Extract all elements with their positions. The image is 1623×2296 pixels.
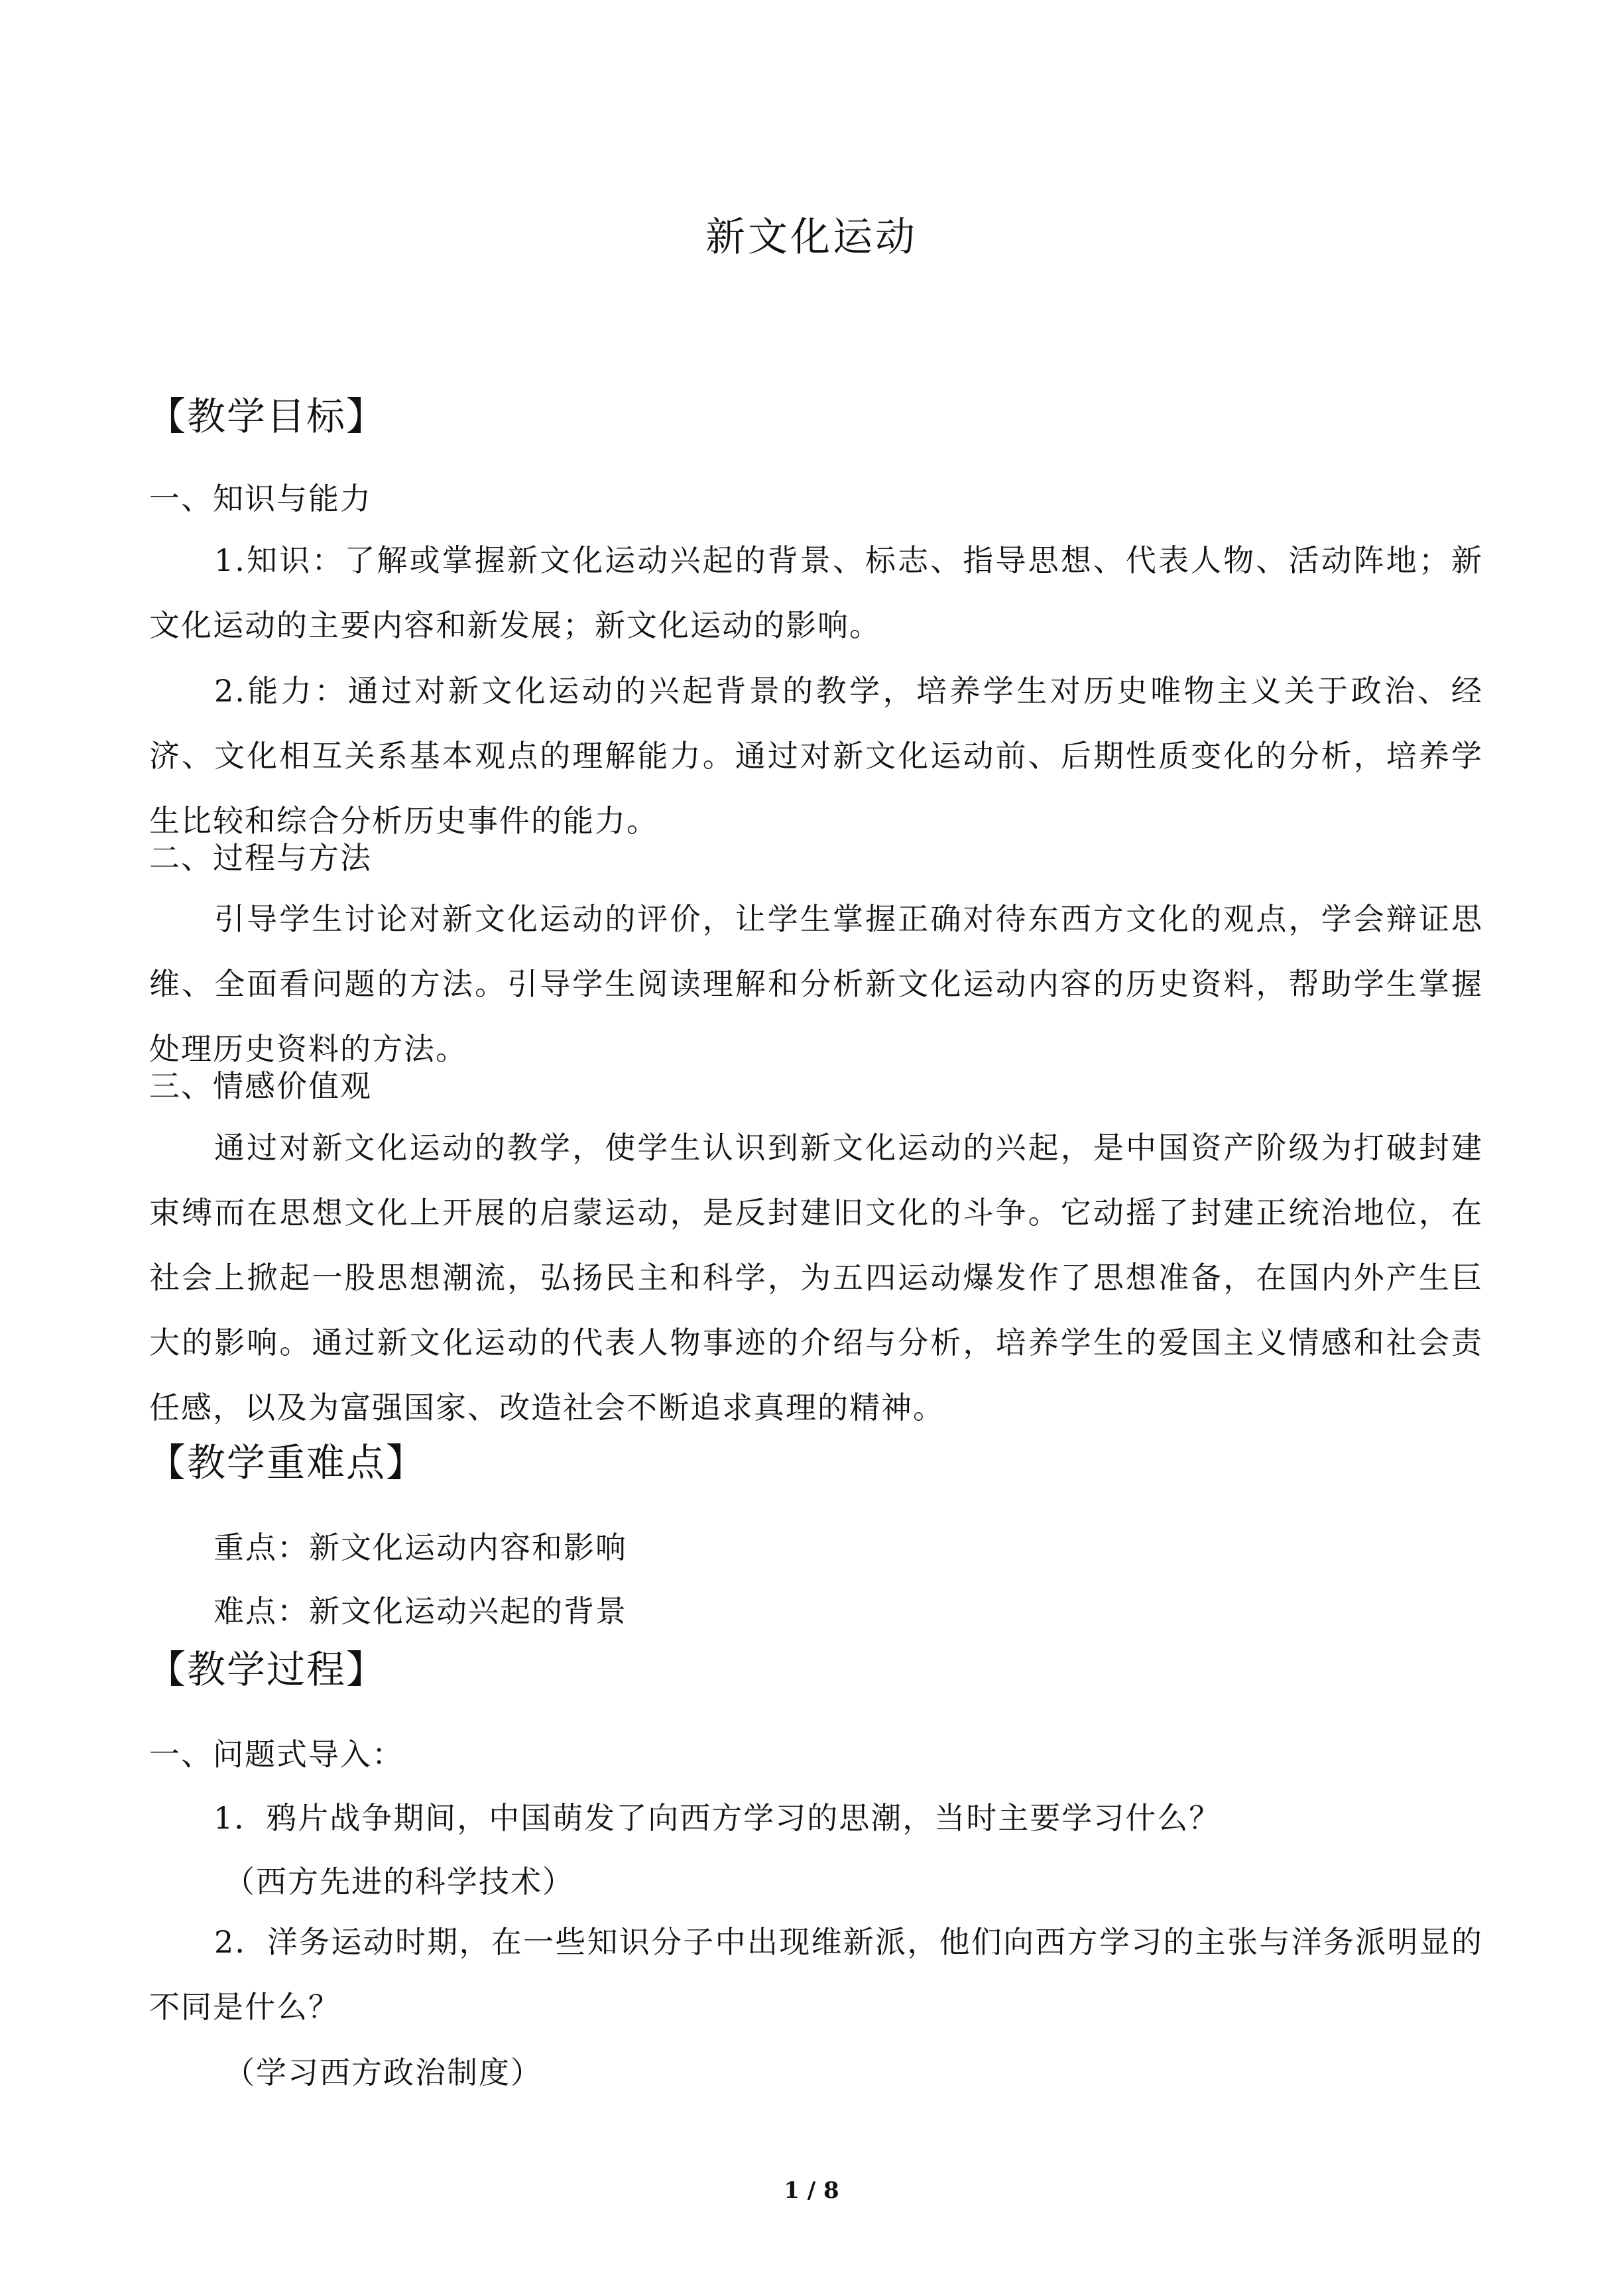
paragraph-process-method: 引导学生讨论对新文化运动的评价，让学生掌握正确对待东西方文化的观点，学会辩证思维、全面看问题的方法。引导学生阅读理解和分析新文化运动内容的历史资料，帮助学生掌握处理历史资料的方法。: [149, 901, 1483, 1067]
paragraph-ability: 2.能力：通过对新文化运动的兴起背景的教学，培养学生对历史唯物主义关于政治、经济、文化相互关系基本观点的理解能力。通过对新文化运动前、后期性质变化的分析，培养学生比较和综合分析历史事件的能力。: [149, 673, 1483, 839]
key-point-difficulty: 难点：新文化运动兴起的背景: [213, 1593, 627, 1629]
answer-2: （学习西方政治制度）: [224, 2055, 542, 2090]
document-title: 新文化运动: [705, 214, 918, 261]
section-heading-process: 【教学过程】: [147, 1647, 387, 1692]
section-heading-objectives: 【教学目标】: [147, 394, 387, 439]
subheading-values: 三、情感价值观: [149, 1068, 372, 1104]
question-2: 2．洋务运动时期，在一些知识分子中出现维新派，他们向西方学习的主张与洋务派明显的不同是什么？: [149, 1924, 1483, 2025]
paragraph-knowledge: 1.知识：了解或掌握新文化运动兴起的背景、标志、指导思想、代表人物、活动阵地；新文化运动的主要内容和新发展；新文化运动的影响。: [149, 542, 1483, 643]
subheading-intro: 一、问题式导入：: [149, 1736, 404, 1772]
section-heading-key-points: 【教学重难点】: [147, 1440, 426, 1485]
page-number: 1 / 8: [784, 2177, 839, 2204]
key-point-focus: 重点：新文化运动内容和影响: [213, 1530, 627, 1565]
answer-1: （西方先进的科学技术）: [224, 1864, 574, 1900]
question-1: 1．鸦片战争期间，中国萌发了向西方学习的思潮，当时主要学习什么？: [213, 1800, 1221, 1836]
subheading-knowledge-ability: 一、知识与能力: [149, 481, 372, 516]
subheading-process-method: 二、过程与方法: [149, 840, 372, 876]
paragraph-values: 通过对新文化运动的教学，使学生认识到新文化运动的兴起，是中国资产阶级为打破封建束缚而在思想文化上开展的启蒙运动，是反封建旧文化的斗争。它动摇了封建正统治地位，在社会上掀起一股思想潮流，弘扬民主和科学，为五四运动爆发作了思想准备，在国内外产生巨大的影响。通过新文化运动的代表人物事迹的介绍与分析，培养学生的爱国主义情感和社会责任感，以及为富强国家、改造社会不断追求真理的精神。: [149, 1130, 1483, 1425]
